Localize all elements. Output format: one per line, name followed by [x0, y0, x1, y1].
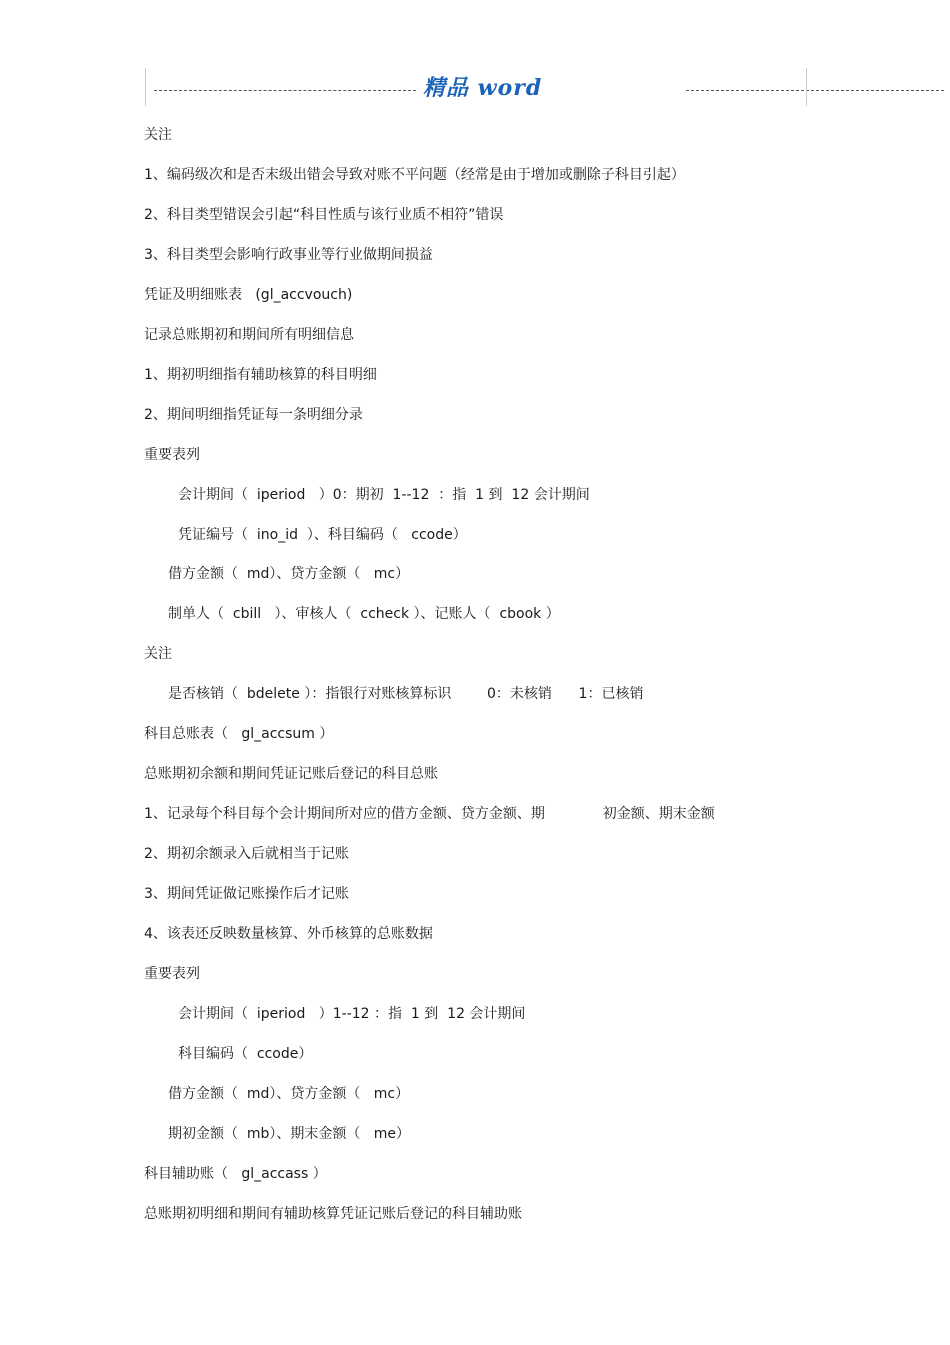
- text-line: 总账期初余额和期间凭证记账后登记的科目总账: [144, 766, 438, 782]
- header-dashed-rule-right: [686, 90, 944, 91]
- text-line: 重要表列: [144, 966, 200, 982]
- text-line: 期初金额（ mb）、期末金额（ me）: [168, 1126, 411, 1142]
- text-line: 1、记录每个科目每个会计期间所对应的借方金额、贷方金额、期 初金额、期末金额: [144, 806, 715, 822]
- text-line: 3、期间凭证做记账操作后才记账: [144, 886, 349, 902]
- text-line: 1、编码级次和是否末级出错会导致对账不平问题（经常是由于增加或删除子科目引起）: [144, 167, 685, 183]
- text-line: 科目编码（ ccode）: [178, 1046, 313, 1062]
- text-line: 关注: [144, 127, 172, 143]
- text-line: 制单人（ cbill ）、审核人（ ccheck ）、记账人（ cbook ）: [168, 606, 560, 622]
- text-line: 4、该表还反映数量核算、外币核算的总账数据: [144, 926, 433, 942]
- header-left-border: [145, 68, 146, 106]
- text-line: 总账期初明细和期间有辅助核算凭证记账后登记的科目辅助账: [144, 1206, 522, 1222]
- text-line: 凭证编号（ ino_id ）、科目编码（ ccode）: [178, 527, 467, 543]
- text-line: 科目总账表（ gl_accsum ）: [144, 726, 334, 742]
- text-line: 会计期间（ iperiod ）1--12 ：指 1 到 12 会计期间: [178, 1006, 526, 1022]
- text-line: 2、期间明细指凭证每一条明细分录: [144, 407, 363, 423]
- text-line: 记录总账期初和期间所有明细信息: [144, 327, 354, 343]
- text-line: 关注: [144, 646, 172, 662]
- header-dashed-rule-left: [154, 90, 416, 91]
- text-line: 1、期初明细指有辅助核算的科目明细: [144, 367, 377, 383]
- text-line: 2、科目类型错误会引起“科目性质与该行业质不相符”错误: [144, 207, 504, 223]
- text-line: 3、科目类型会影响行政事业等行业做期间损益: [144, 247, 433, 263]
- text-line: 科目辅助账（ gl_accass ）: [144, 1166, 327, 1182]
- page-header: [145, 68, 807, 106]
- text-line: 是否核销（ bdelete ）：指银行对账核算标识 0：未核销 1：已核销: [168, 686, 644, 702]
- text-line: 会计期间（ iperiod ）0：期初 1--12 ：指 1 到 12 会计期间: [178, 487, 590, 503]
- text-line: 借方金额（ md）、贷方金额（ mc）: [168, 1086, 410, 1102]
- text-line: 凭证及明细账表 (gl_accvouch): [144, 287, 353, 303]
- text-line: 重要表列: [144, 447, 200, 463]
- text-line: 2、期初余额录入后就相当于记账: [144, 846, 349, 862]
- text-line: 借方金额（ md）、贷方金额（ mc）: [168, 566, 410, 582]
- header-right-border: [806, 68, 807, 106]
- header-logo: 精品 word: [423, 75, 543, 101]
